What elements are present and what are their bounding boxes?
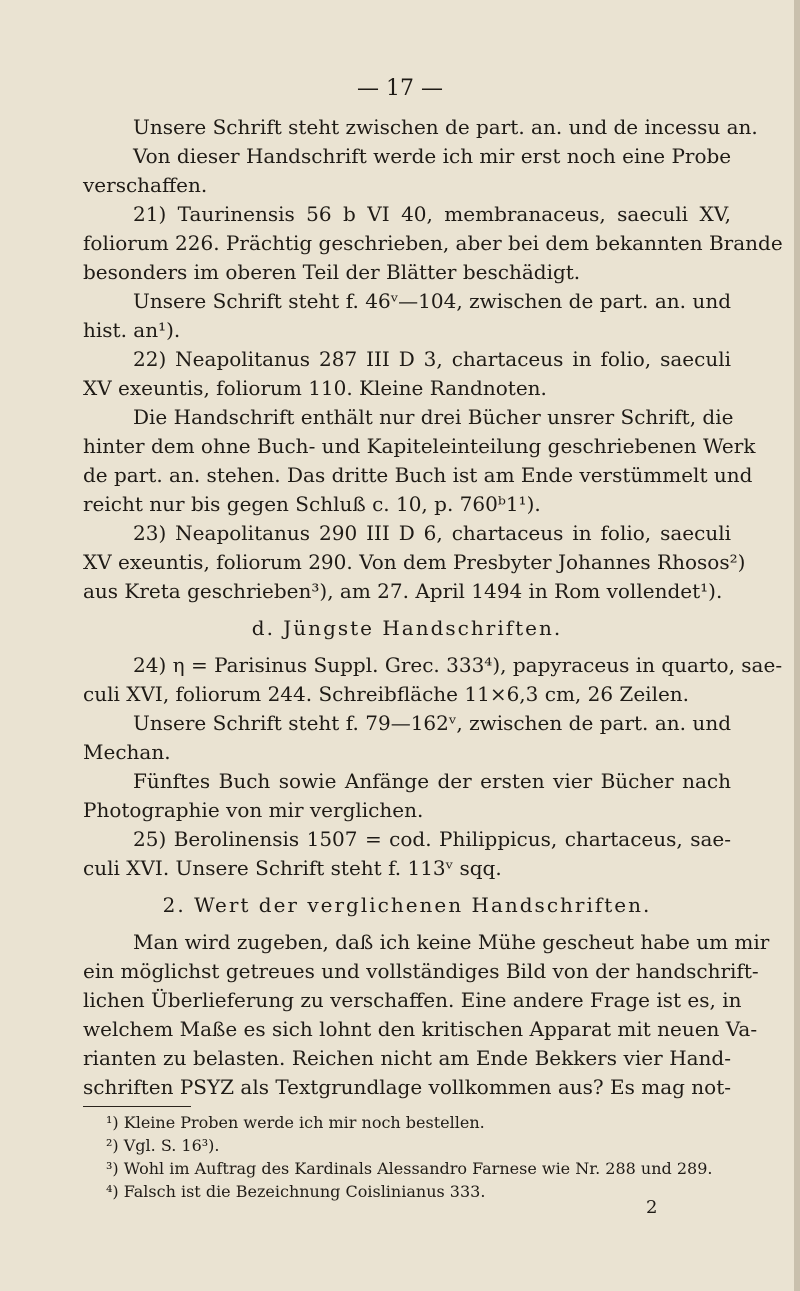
text-line: Fünftes Buch sowie Anfänge der ersten vier Bücher nach	[133, 769, 731, 793]
text-line: XV exeuntis, foliorum 110. Kleine Randnoten.	[83, 376, 547, 400]
footnote: ³) Wohl im Auftrag des Kardinals Alessandro Farnese wie Nr. 288 und 289.	[106, 1159, 713, 1178]
text-line: rianten zu belasten. Reichen nicht am Ende Bekkers vier Hand-	[83, 1046, 731, 1070]
text-line: Unsere Schrift steht f. 79—162ᵛ, zwischen de part. an. und	[133, 711, 731, 735]
text-line: culi XVI, foliorum 244. Schreibfläche 11×6,3 cm, 26 Zeilen.	[83, 682, 690, 706]
entry-heading-24: 24) η = Parisinus Suppl. Grec. 333⁴), papyraceus in quarto, sae-	[133, 653, 783, 677]
text-line: XV exeuntis, foliorum 290. Von dem Presbyter Johannes Rhosos²)	[83, 550, 746, 574]
text-line: Photographie von mir verglichen.	[83, 798, 424, 822]
page-edge	[794, 0, 800, 1291]
entry-heading-21: 21) Taurinensis 56 b VI 40, membranaceus, saeculi XV,	[133, 202, 731, 226]
text-line: Mechan.	[83, 740, 171, 764]
page-number: — 17 —	[357, 76, 443, 101]
entry-heading-23: 23) Neapolitanus 290 III D 6, chartaceus in folio, saeculi	[133, 521, 731, 545]
signature-mark: 2	[646, 1197, 658, 1218]
text-line: Die Handschrift enthält nur drei Bücher unsrer Schrift, die	[133, 405, 734, 429]
text-line: culi XVI. Unsere Schrift steht f. 113ᵛ sqq.	[83, 856, 502, 880]
text-line: welchem Maße es sich lohnt den kritischen Apparat mit neuen Va-	[83, 1017, 758, 1041]
text-line: de part. an. stehen. Das dritte Buch ist am Ende verstümmelt und	[83, 463, 753, 487]
text-line: schriften PSYZ als Textgrundlage vollkommen aus? Es mag not-	[83, 1075, 731, 1099]
text-line: Unsere Schrift steht zwischen de part. an. und de incessu an.	[133, 115, 758, 139]
text-line: hinter dem ohne Buch- und Kapiteleinteilung geschriebenen Werk	[83, 434, 756, 458]
text-line: ein möglichst getreues und vollständiges Bild von der handschrift-	[83, 959, 759, 983]
footnote-rule	[83, 1106, 191, 1107]
page-body	[83, 113, 783, 1203]
text-line: hist. an¹).	[83, 318, 181, 342]
text-line: verschaffen.	[83, 173, 208, 197]
text-line: lichen Überlieferung zu verschaffen. Eine andere Frage ist es, in	[83, 988, 742, 1012]
footnote: ²) Vgl. S. 16³).	[106, 1136, 220, 1155]
text-line: Man wird zugeben, daß ich keine Mühe gescheut habe um mir	[133, 930, 770, 954]
text-line: besonders im oberen Teil der Blätter beschädigt.	[83, 260, 581, 284]
entry-heading-25: 25) Berolinensis 1507 = cod. Philippicus, chartaceus, sae-	[133, 827, 731, 851]
section-heading: 2. Wert der verglichenen Handschriften.	[162, 893, 652, 917]
footnote: ⁴) Falsch ist die Bezeichnung Coislinianus 333.	[106, 1182, 486, 1201]
section-heading: d. Jüngste Handschriften.	[251, 616, 563, 640]
text-line: Unsere Schrift steht f. 46ᵛ—104, zwischen de part. an. und	[133, 289, 731, 313]
text-line: aus Kreta geschrieben³), am 27. April 1494 in Rom vollendet¹).	[83, 579, 723, 603]
text-line: reicht nur bis gegen Schluß c. 10, p. 760ᵇ1¹).	[83, 492, 541, 516]
footnote: ¹) Kleine Proben werde ich mir noch bestellen.	[106, 1113, 485, 1132]
text-line: Von dieser Handschrift werde ich mir erst noch eine Probe	[133, 144, 732, 168]
entry-heading-22: 22) Neapolitanus 287 III D 3, chartaceus in folio, saeculi	[133, 347, 731, 371]
text-line: foliorum 226. Prächtig geschrieben, aber bei dem bekannten Brande	[83, 231, 783, 255]
